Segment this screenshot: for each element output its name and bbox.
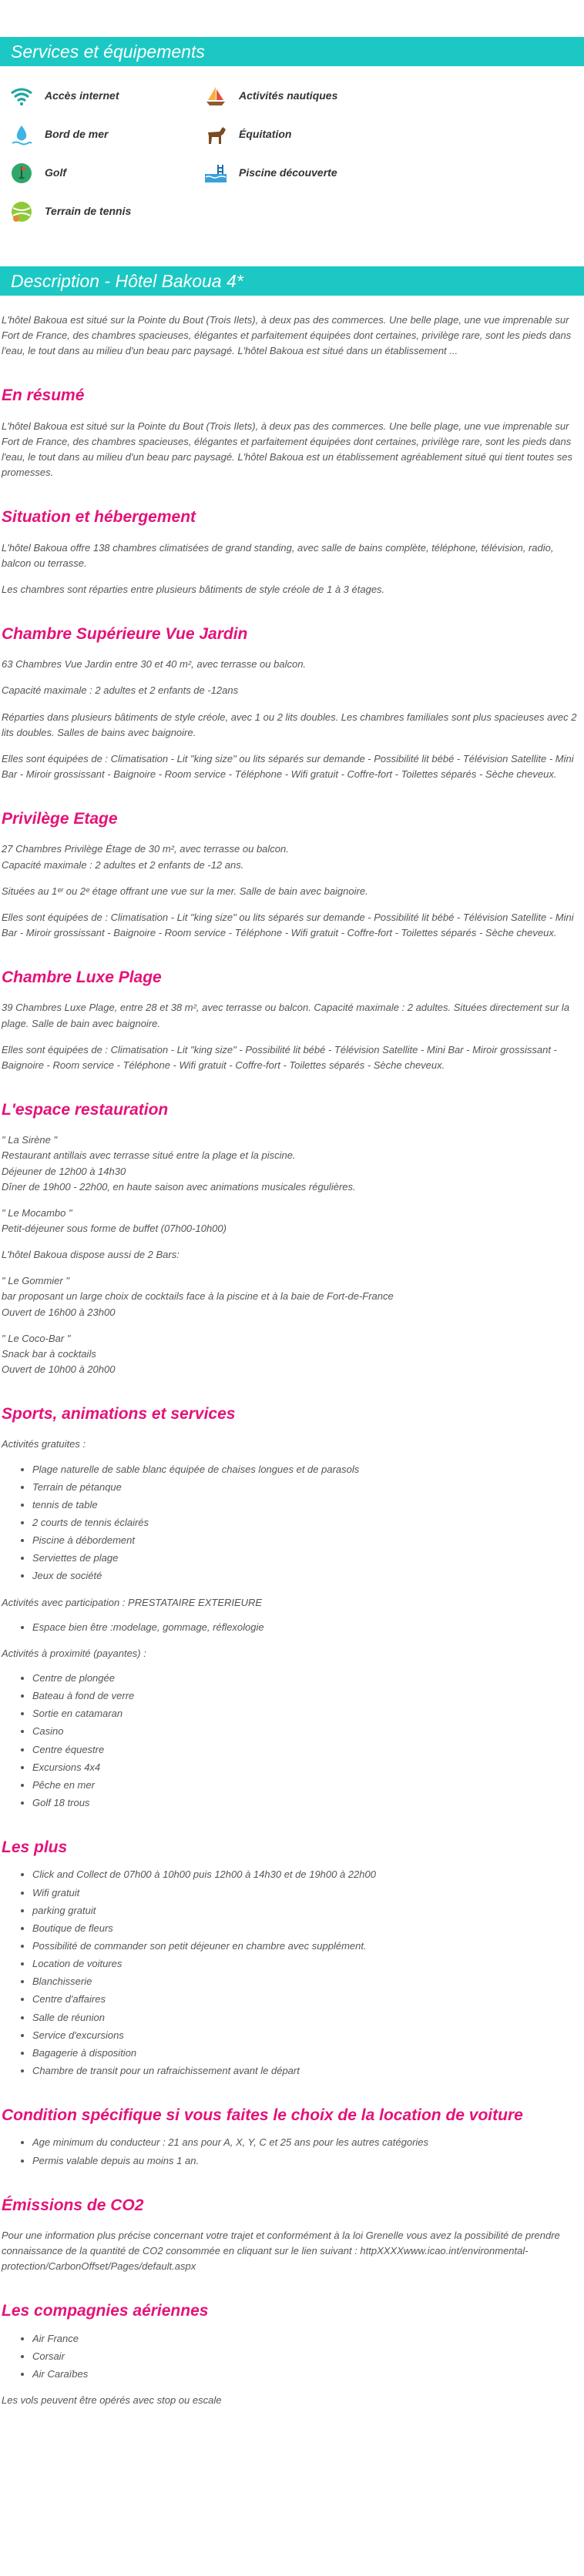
service-label: Terrain de tennis xyxy=(45,205,132,218)
list-item: • Bagagerie à disposition xyxy=(32,2046,582,2061)
situation-heading: Situation et hébergement xyxy=(2,508,196,527)
list-item: • 2 courts de tennis éclairés xyxy=(32,1515,582,1531)
list-item: • Plage naturelle de sable blanc équipée de chaises longues et de parasols xyxy=(32,1462,582,1477)
horse-icon xyxy=(203,122,228,147)
list-item: • Age minimum du conducteur : 21 ans pour A, X, Y, C et 25 ans pour les autres catégories xyxy=(32,2135,582,2150)
free-activities-title: Activités gratuites : xyxy=(2,1438,86,1450)
service-golf xyxy=(9,154,203,192)
resume-heading: En résumé xyxy=(2,386,85,405)
list-item: • Centre équestre xyxy=(32,1742,582,1758)
restaurant-hours: Dîner de 19h00 - 22h00, en haute saison avec animations musicales régulières. xyxy=(2,1180,356,1193)
vue-jardin-text: Elles sont équipées de : Climatisation - Lit "king size" ou lits séparés sur demande - Possibilité lit bébé - Télévision Satellite - Mini Bar - Miroir grossissant - Baignoire - Room service - Téléphone - Wifi gratuit - Coffre-fort - Toilettes séparés - Sèche cheveux. xyxy=(2,752,574,780)
service-label: Équitation xyxy=(239,128,292,141)
privilege-line: Capacité maximale : 2 adultes et 2 enfants de -12 ans. xyxy=(2,858,244,871)
tennis-icon xyxy=(9,199,34,224)
situation-text: Les chambres sont réparties entre plusieurs bâtiments de style créole de 1 à 3 étages. xyxy=(2,583,385,595)
bar-name: " Le Coco-Bar " xyxy=(2,1332,71,1344)
paid-activities-list xyxy=(2,1620,582,1635)
bar-name: " Le Gommier " xyxy=(2,1275,69,1287)
description-intro: L'hôtel Bakoua est situé sur la Pointe du Bout (Trois Ilets), à deux pas des commerces. Une belle plage, une vue imprenable sur Fort de France, des chambres spacieuses, élégantes et parfaitement équipées dont certaines, privilège rare, sont les pieds dans l'eau, le tout dans au milieu d'un beau parc paysagé. L'hôtel Bakoua est situé dans un établissement ... xyxy=(2,314,572,357)
service-label: Accès internet xyxy=(45,89,119,102)
location-list xyxy=(2,2135,582,2168)
privilege-text: Elles sont équipées de : Climatisation - Lit "king size" ou lits séparés sur demande - Possibilité lit bébé - Télévision Satellite - Mini Bar - Miroir grossissant - Baignoire - Room service - Téléphone - Wifi gratuit - Coffre-fort - Toilettes séparés - Sèche cheveux. xyxy=(2,911,574,938)
restaurant-name: " La Sirène " xyxy=(2,1134,58,1146)
vue-jardin-text: Réparties dans plusieurs bâtiments de style créole, avec 1 ou 2 lits doubles. Les chambres familiales sont plus spacieuses avec 2 lits doubles. Salles de bains avec baignoire. xyxy=(2,711,577,738)
airlines-list xyxy=(2,2331,582,2382)
privilege-text: Situées au 1ᵉʳ ou 2ᵉ étage offrant une vue sur la mer. Salle de bain avec baignoire. xyxy=(2,885,368,897)
luxe-plage-heading: Chambre Luxe Plage xyxy=(2,969,162,987)
list-item: • Boutique de fleurs xyxy=(32,1921,582,1936)
paid-activities-title: Activités avec participation : PRESTATAIRE EXTERIEURE xyxy=(2,1596,263,1608)
vue-jardin-text: Capacité maximale : 2 adultes et 2 enfants de -12ans xyxy=(2,684,239,697)
wifi-icon xyxy=(9,84,34,109)
service-bord-mer xyxy=(9,115,203,154)
description-section-title: Description - Hôtel Bakoua 4* xyxy=(0,266,584,296)
plus-heading: Les plus xyxy=(2,1838,68,1857)
service-label: Golf xyxy=(45,166,66,179)
restaurant-name: " Le Mocambo " xyxy=(2,1206,72,1219)
list-item: • Corsair xyxy=(32,2349,582,2364)
bars-intro: L'hôtel Bakoua dispose aussi de 2 Bars: xyxy=(2,1249,180,1261)
list-item: • Chambre de transit pour un rafraichissement avant le départ xyxy=(32,2063,582,2079)
list-item: • Centre de plongée xyxy=(32,1671,582,1686)
restaurant-hours: Déjeuner de 12h00 à 14h30 xyxy=(2,1165,126,1177)
bar-desc: bar proposant un large choix de cocktails face à la piscine et à la baie de Fort-de-France xyxy=(2,1290,394,1303)
service-internet xyxy=(9,77,203,115)
co2-heading: Émissions de CO2 xyxy=(2,2196,144,2214)
sea-drop-icon xyxy=(9,122,34,147)
nearby-activities-title: Activités à proximité (payantes) : xyxy=(2,1647,146,1659)
service-label: Activités nautiques xyxy=(239,89,338,102)
bar-desc: Snack bar à cocktails xyxy=(2,1347,96,1360)
list-item: • Jeux de société xyxy=(32,1568,582,1584)
privilege-text xyxy=(2,841,582,872)
list-item: • tennis de table xyxy=(32,1497,582,1513)
bar-hours: Ouvert de 16h00 à 23h00 xyxy=(2,1306,116,1318)
list-item: • Golf 18 trous xyxy=(32,1795,582,1811)
list-item: • Bateau à fond de verre xyxy=(32,1688,582,1704)
restaurant-sirene xyxy=(2,1132,582,1195)
services-section-title: Services et équipements xyxy=(0,37,584,66)
list-item: • Air France xyxy=(32,2331,582,2347)
location-heading: Condition spécifique si vous faites le choix de la location de voiture xyxy=(2,2106,523,2125)
description-content xyxy=(0,313,584,2408)
list-item: • Casino xyxy=(32,1724,582,1739)
sports-heading: Sports, animations et services xyxy=(2,1405,236,1423)
list-item: • Service d'excursions xyxy=(32,2028,582,2043)
bar-hours: Ouvert de 10h00 à 20h00 xyxy=(2,1363,116,1375)
list-item: • Blanchisserie xyxy=(32,1974,582,1989)
list-item: • Espace bien être :modelage, gommage, réflexologie xyxy=(32,1620,582,1635)
list-item: • Piscine à débordement xyxy=(32,1533,582,1548)
luxe-plage-text: 39 Chambres Luxe Plage, entre 28 et 38 m², avec terrasse ou balcon. Capacité maximale : 2 adultes. Situées directement sur la plage. Salle de bain avec baignoire. xyxy=(2,1002,570,1029)
sailboat-icon xyxy=(203,84,228,109)
list-item: • Permis valable depuis au moins 1 an. xyxy=(32,2153,582,2169)
list-item: • Excursions 4x4 xyxy=(32,1760,582,1775)
vue-jardin-heading: Chambre Supérieure Vue Jardin xyxy=(2,625,248,643)
list-item: • Serviettes de plage xyxy=(32,1551,582,1566)
situation-text: L'hôtel Bakoua offre 138 chambres climatisées de grand standing, avec salle de bains complète, téléphone, télévision, radio, balcon ou terrasse. xyxy=(2,541,554,569)
service-piscine xyxy=(203,154,398,192)
nearby-activities-list xyxy=(2,1671,582,1811)
restaurant-desc: Restaurant antillais avec terrasse situé entre la plage et la piscine. xyxy=(2,1149,296,1162)
vue-jardin-text: 63 Chambres Vue Jardin entre 30 et 40 m², avec terrasse ou balcon. xyxy=(2,658,307,671)
bar-gommier xyxy=(2,1273,582,1320)
list-item: • Click and Collect de 07h00 à 10h00 puis 12h00 à 14h30 et de 19h00 à 22h00 xyxy=(32,1867,582,1882)
list-item: • Possibilité de commander son petit déjeuner en chambre avec supplément. xyxy=(32,1939,582,1954)
list-item: • Terrain de pétanque xyxy=(32,1480,582,1495)
plus-list xyxy=(2,1867,582,2079)
airlines-heading: Les compagnies aériennes xyxy=(2,2302,209,2320)
list-item: • Location de voitures xyxy=(32,1956,582,1972)
list-item: • Centre d'affaires xyxy=(32,1992,582,2007)
service-equitation xyxy=(203,115,398,154)
restaurant-mocambo xyxy=(2,1206,582,1236)
list-item: • Salle de réunion xyxy=(32,2010,582,2026)
list-item: • Air Caraïbes xyxy=(32,2367,582,2382)
resume-text: L'hôtel Bakoua est situé sur la Pointe du Bout (Trois Ilets), à deux pas des commerces. Une belle plage, une vue imprenable sur Fort de France, des chambres spacieuses, élégantes et parfaitement équipées dont certaines, privilège rare, sont les pieds dans l'eau, le tout dans au milieu d'un beau parc paysagé. L'hôtel Bakoua est un établissement agréablement situé qui tient toutes ses promesses. xyxy=(2,420,572,479)
service-tennis xyxy=(9,192,203,231)
free-activities-list xyxy=(2,1462,582,1584)
luxe-plage-text: Elles sont équipées de : Climatisation - Lit "king size" - Possibilité lit bébé - Télévision Satellite - Mini Bar - Miroir grossissant - Baignoire - Room service - Téléphone - Wifi gratuit - Coffre-fort - Toilettes séparés - Sèche cheveux. xyxy=(2,1043,557,1071)
list-item: • Wifi gratuit xyxy=(32,1885,582,1901)
list-item: • parking gratuit xyxy=(32,1903,582,1919)
list-item: • Sortie en catamaran xyxy=(32,1706,582,1721)
co2-text: Pour une information plus précise concernant votre trajet et conformément à la loi Grenelle vous avez la possibilité de prendre connaissance de la quantité de CO2 consommée en cliquant sur le lien suivant : httpXXXXwww.icao.int/environmental-protection/CarbonOffset/Pages/default.aspx xyxy=(2,2229,560,2273)
airlines-note: Les vols peuvent être opérés avec stop ou escale xyxy=(2,2394,222,2407)
privilege-heading: Privilège Etage xyxy=(2,810,118,828)
bar-cocobar xyxy=(2,1331,582,1377)
pool-icon xyxy=(203,161,228,186)
restauration-heading: L'espace restauration xyxy=(2,1101,169,1119)
privilege-line: 27 Chambres Privilège Étage de 30 m², avec terrasse ou balcon. xyxy=(2,843,289,855)
service-nautique xyxy=(203,77,398,115)
list-item: • Pêche en mer xyxy=(32,1778,582,1793)
services-grid xyxy=(0,66,584,231)
service-label: Piscine découverte xyxy=(239,166,337,179)
service-label: Bord de mer xyxy=(45,128,109,141)
golf-icon xyxy=(9,161,34,186)
restaurant-desc: Petit-déjeuner sous forme de buffet (07h00-10h00) xyxy=(2,1223,227,1234)
